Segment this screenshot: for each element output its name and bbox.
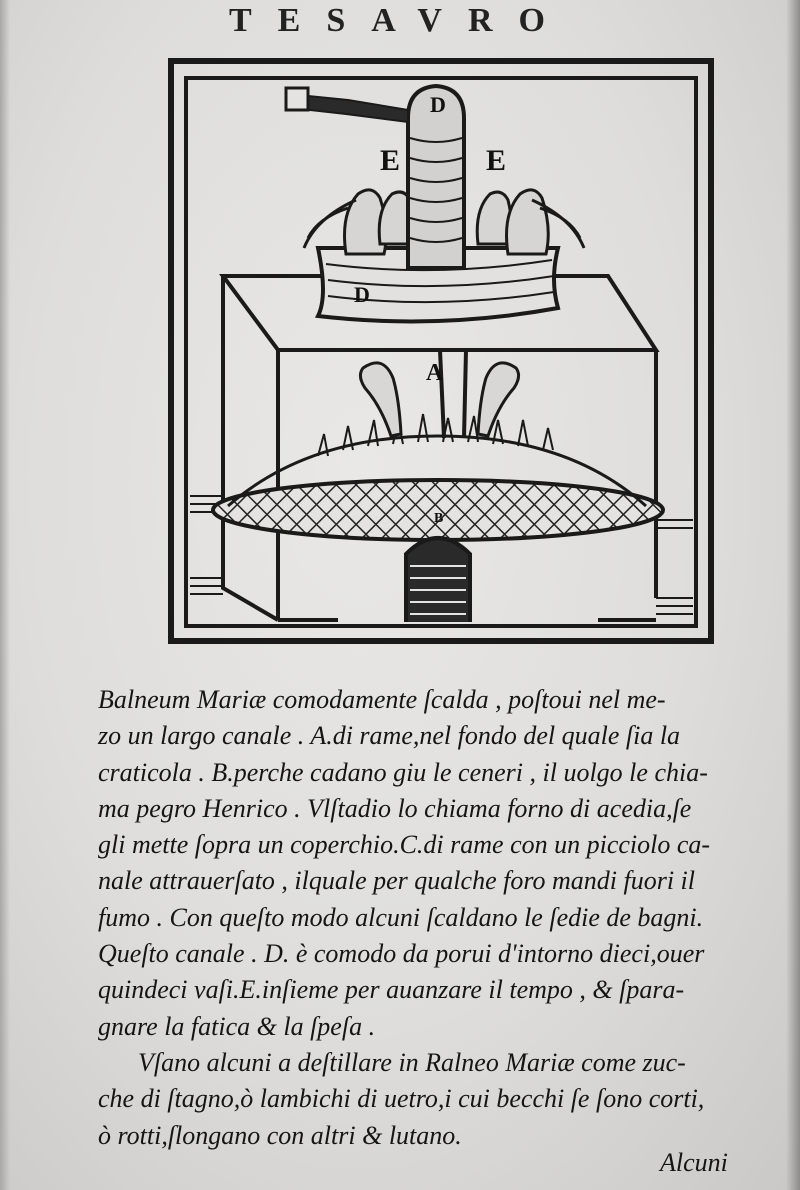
label-e-left: E [380,144,401,177]
text-line: quindeci vaſi.E.inſieme per auanzare il tempo , & ſpara- [98,975,685,1005]
label-b: B [434,511,444,526]
left-retort [360,363,401,436]
label-e-right: E [486,144,507,177]
text-line: gnare la fatica & la ſpeſa . [98,1011,376,1041]
text-line: Queſto canale . D. è comodo da porui d'intorno dieci,ouer [98,939,705,969]
text-line: gli mette ſopra un coperchio.C.di rame con un picciolo ca- [98,830,711,860]
page-edge-shadow-right [786,0,800,1190]
body-text [98,682,788,1154]
text-line: ma pegro Henrico . Vlſtadio lo chiama forno di acedia,ſe [98,793,692,823]
text-line: Balneum Mariæ comodamente ſcalda , poſtoui nel me- [98,685,666,714]
grate-lattice [213,480,663,540]
text-line: ò rotti,ſlongano con altri & lutano. [98,1120,462,1150]
woodcut-illustration [168,58,714,644]
label-d-bowl: D [354,282,370,307]
label-a: A [426,360,444,386]
running-title: TESAVRO [229,2,571,39]
catchword: Alcuni [660,1148,728,1177]
text-line: Vſano alcuni a deſtillare in Ralneo Mariæ come zuc- [138,1047,686,1077]
page-edge-shadow-left [0,0,10,1190]
central-pipe [440,350,466,438]
label-d-top: D [430,92,446,117]
text-line: zo un largo canale . A.di rame,nel fondo del quale ſia la [98,721,681,751]
text-line: che di ſtagno,ò lambichi di uetro,i cui becchi ſe ſono corti, [98,1084,705,1114]
text-line: fumo . Con queſto modo alcuni ſcaldano le ſedie de bagni. [98,902,704,932]
text-line: nale attrauerſato , ilquale per qualche foro mandi fuori il [98,866,695,896]
ash-door [406,538,470,622]
text-line: craticola . B.perche cadano giu le ceneri , il uolgo le chia- [98,757,708,787]
